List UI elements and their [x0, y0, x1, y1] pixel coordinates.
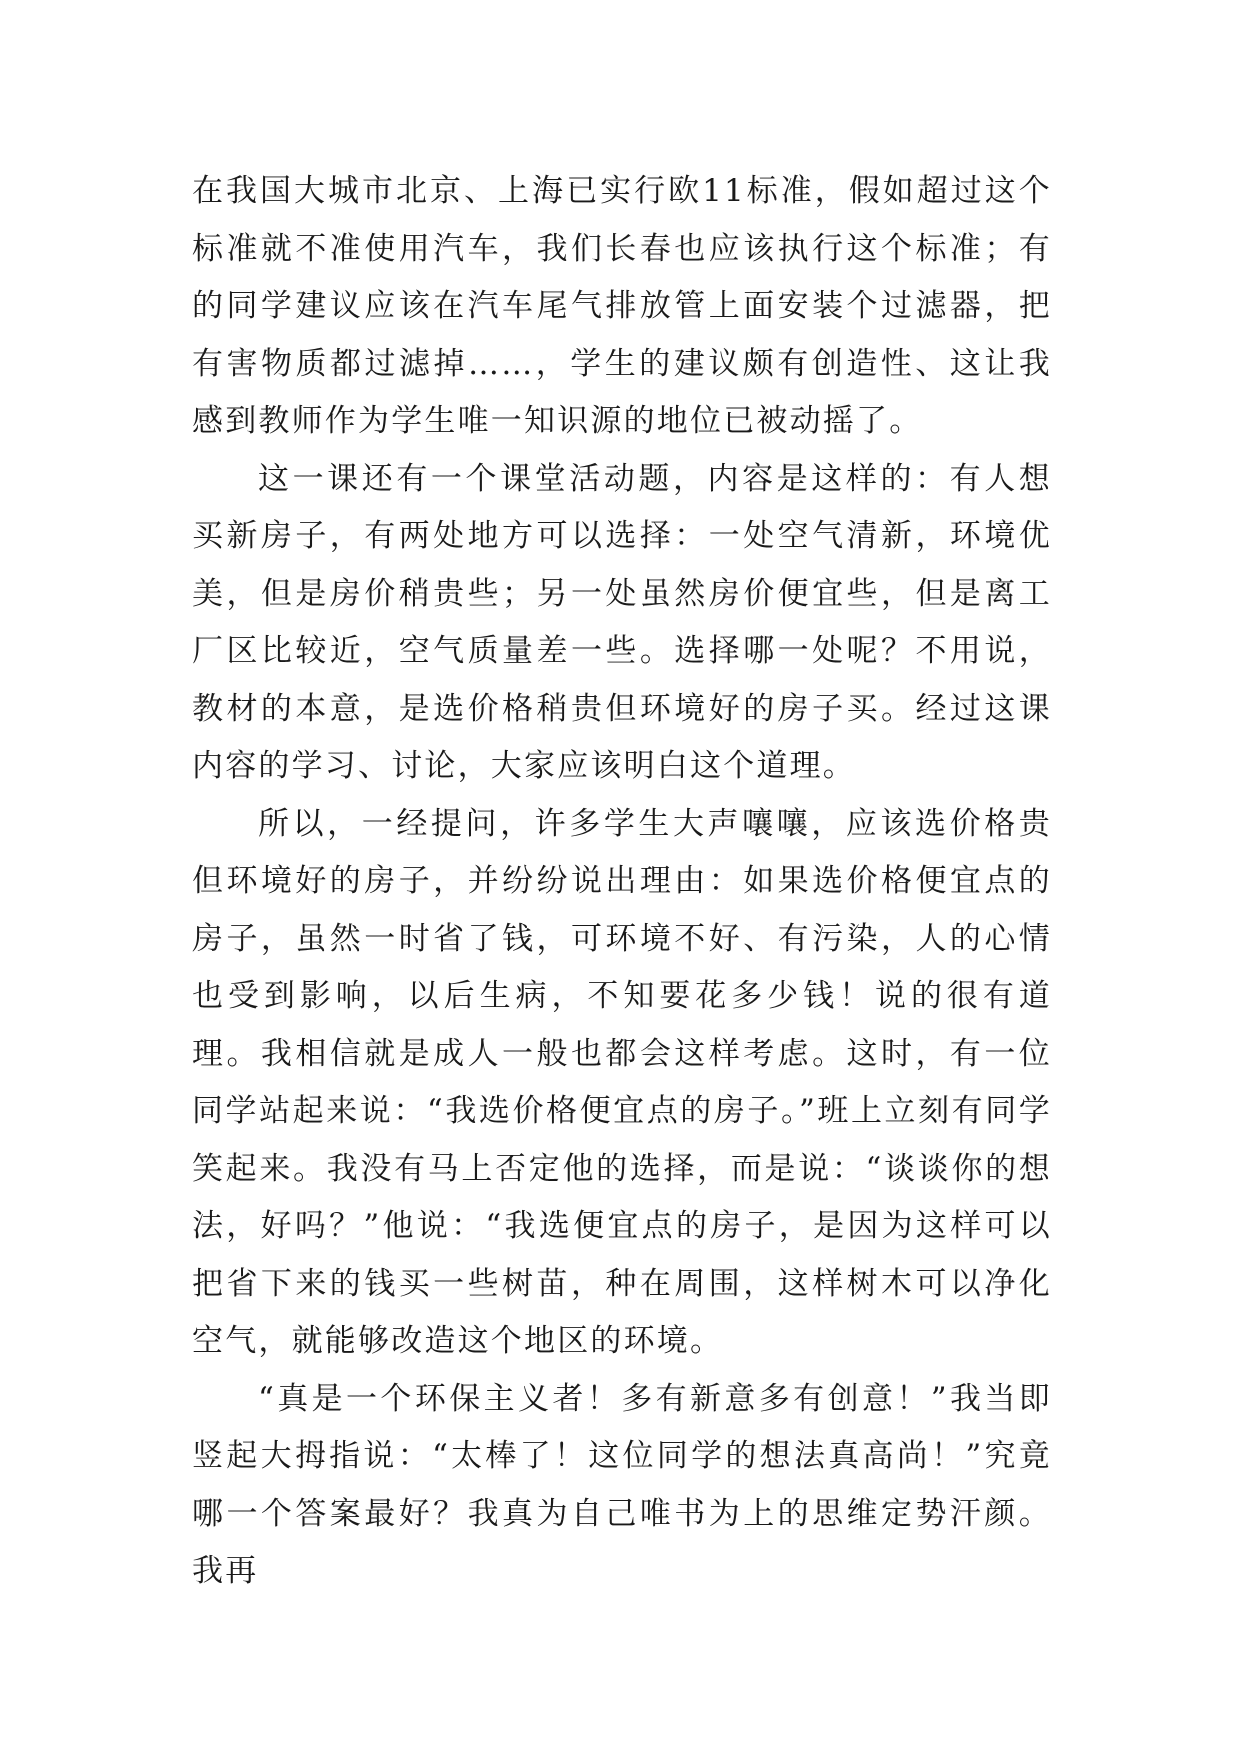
paragraph-1: 在我国大城市北京、上海已实行欧11标准，假如超过这个标准就不准使用汽车，我们长春也应该执行这个标准；有的同学建议应该在汽车尾气排放管上面安装个过滤器，把有害物质都过滤掉……，学生的建议颇有创造性、这让我感到教师作为学生唯一知识源的地位已被动摇了。 — [192, 173, 1052, 439]
paragraph-3: 所以，一经提问，许多学生大声嚷嚷，应该选价格贵但环境好的房子，并纷纷说出理由：如果选价格便宜点的房子，虽然一时省了钱，可环境不好、有污染，人的心情也受到影响，以后生病，不知要花多少钱！说的很有道理。我相信就是成人一般也都会这样考虑。这时，有一位同学站起来说：“我选价格便宜点的房子。”班上立刻有同学笑起来。我没有马上否定他的选择，而是说：“谈谈你的想法，好吗？”他说：“我选便宜点的房子，是因为这样可以把省下来的钱买一些树苗，种在周围，这样树木可以净化空气，就能够改造这个地区的环境。 — [192, 805, 1052, 1359]
paragraph-2: 这一课还有一个课堂活动题，内容是这样的：有人想买新房子，有两处地方可以选择：一处空气清新，环境优美，但是房价稍贵些；另一处虽然房价便宜些，但是离工厂区比较近，空气质量差一些。选择哪一处呢？不用说，教材的本意，是选价格稍贵但环境好的房子买。经过这课内容的学习、讨论，大家应该明白这个道理。 — [192, 460, 1052, 784]
paragraph-4: “真是一个环保主义者！多有新意多有创意！”我当即竖起大拇指说：“太棒了！这位同学的想法真高尚！”究竟哪一个答案最好？我真为自己唯书为上的思维定势汗颜。我再 — [192, 1380, 1052, 1589]
document-body — [192, 163, 1052, 1601]
